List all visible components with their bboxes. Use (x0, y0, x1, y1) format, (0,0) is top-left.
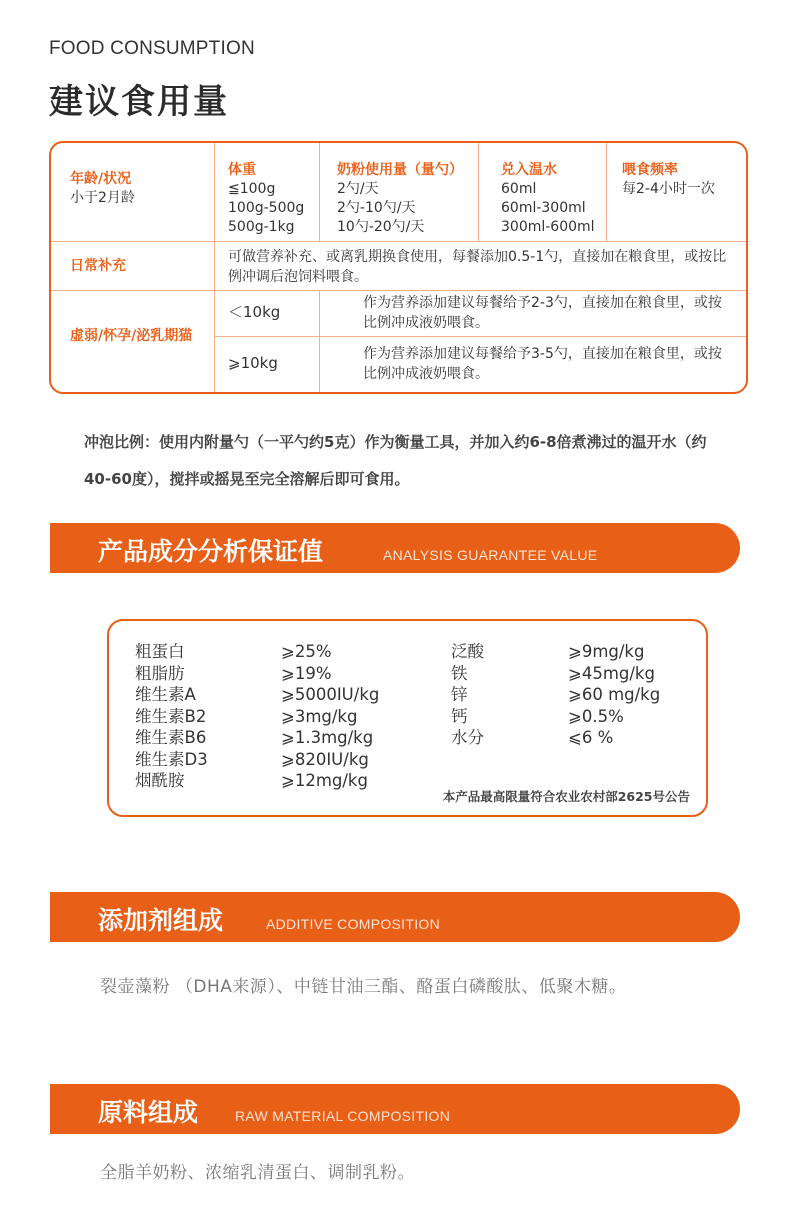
nutrient-name: 维生素B6 (135, 728, 207, 747)
nutrient-value: ⩾1.3mg/kg (281, 728, 374, 747)
water-value: 60ml (501, 181, 537, 197)
amount-value: 2勺/天 (337, 181, 379, 197)
raw-banner-subtitle: RAW MATERIAL COMPOSITION (235, 1108, 451, 1124)
analysis-banner (50, 523, 740, 573)
nutrient-value: ⩾5000IU/kg (281, 685, 380, 704)
age-column (70, 170, 135, 208)
analysis-banner-title: 产品成分分析保证值 (98, 537, 324, 566)
amount-header: 奶粉使用量（量勺） (337, 162, 463, 178)
daily-text: 可做营养补充、或离乳期换食使用，每餐添加0.5-1勺，直接加在粮食里，或按比例冲调后泡饲料喂食。 (228, 249, 727, 285)
weight-value: 100g-500g (228, 200, 305, 216)
analysis-names-left (135, 641, 208, 792)
preparation-note: 冲泡比例：使用内附量勺（一平勺约5克）作为衡量工具，并加入约6-8倍煮沸过的温开水（约40-60度），搅拌或摇晃至完全溶解后即可食用。 (84, 433, 707, 488)
nutrient-value: ⩾3mg/kg (281, 706, 358, 726)
nutrient-name: 水分 (451, 728, 484, 747)
weight-value: ≦100g (228, 181, 276, 197)
nutrient-value: ⩾25% (281, 642, 332, 661)
nutrient-name: 粗蛋白 (135, 642, 185, 661)
additive-banner-subtitle: ADDITIVE COMPOSITION (266, 916, 441, 932)
frequency-header: 喂食频率 (622, 162, 678, 178)
weight-header: 体重 (228, 162, 256, 178)
water-column (501, 161, 595, 237)
special-label: 虚弱/怀孕/泌乳期猫 (70, 328, 193, 344)
additive-text: 裂壶藻粉 （DHA来源）、中链甘油三酯、酪蛋白磷酸肽、低聚木糖。 (100, 977, 627, 997)
frequency-column (622, 161, 715, 199)
nutrient-value: ⩾0.5% (568, 706, 624, 726)
raw-banner-title: 原料组成 (98, 1098, 199, 1127)
weight-column (228, 161, 304, 237)
nutrient-value: ⩾9mg/kg (568, 642, 645, 661)
nutrient-name: 铁 (451, 663, 468, 683)
amount-column (337, 161, 463, 237)
analysis-box (107, 619, 708, 817)
nutrient-name: 维生素D3 (135, 749, 208, 769)
analysis-names-right (451, 641, 484, 749)
water-value: 300ml-600ml (501, 219, 595, 235)
water-value: 60ml-300ml (501, 200, 586, 216)
nutrient-name: 维生素B2 (135, 706, 207, 726)
water-header: 兑入温水 (501, 162, 557, 178)
nutrient-name: 烟酰胺 (135, 771, 185, 790)
nutrient-value: ⩾45mg/kg (568, 663, 655, 683)
page-title: 建议食用量 (49, 82, 229, 122)
amount-value: 10勺-20勺/天 (337, 219, 425, 235)
nutrient-value: ⩾60 mg/kg (568, 685, 661, 704)
weight-value: 500g-1kg (228, 219, 295, 235)
nutrient-value: ⩽6 % (568, 728, 614, 747)
feeding-table (49, 141, 748, 394)
frequency-value: 每2-4小时一次 (622, 181, 715, 197)
daily-label: 日常补充 (70, 258, 126, 274)
nutrient-value: ⩾19% (281, 663, 332, 683)
special-weight: ⩾10kg (228, 354, 278, 372)
nutrient-name: 钙 (451, 706, 468, 726)
special-text: 作为营养添加建议每餐给予2-3勺，直接加在粮食里，或按比例冲成液奶喂食。 (363, 295, 722, 331)
amount-value: 2勺-10勺/天 (337, 200, 416, 216)
nutrient-name: 维生素A (135, 685, 196, 704)
age-value: 小于2月龄 (70, 190, 135, 206)
raw-text: 全脂羊奶粉、浓缩乳清蛋白、调制乳粉。 (100, 1163, 415, 1183)
analysis-values-right (568, 641, 660, 749)
special-weight: ＜10kg (228, 303, 281, 321)
analysis-values-left (281, 641, 379, 792)
nutrient-value: ⩾12mg/kg (281, 771, 368, 790)
nutrient-name: 粗脂肪 (135, 663, 185, 683)
age-header: 年龄/状况 (70, 171, 132, 187)
nutrient-name: 锌 (451, 685, 468, 704)
nutrient-name: 泛酸 (451, 642, 484, 661)
additive-banner (50, 892, 740, 942)
analysis-footnote: 本产品最高限量符合农业农村部2625号公告 (442, 789, 690, 804)
additive-banner-title: 添加剂组成 (98, 906, 224, 935)
raw-banner (50, 1084, 740, 1134)
section-eyebrow: FOOD CONSUMPTION (49, 38, 255, 59)
nutrient-value: ⩾820IU/kg (281, 749, 369, 769)
analysis-banner-subtitle: ANALYSIS GUARANTEE VALUE (383, 547, 598, 563)
special-text: 作为营养添加建议每餐给予3-5勺，直接加在粮食里，或按比例冲成液奶喂食。 (363, 346, 722, 382)
